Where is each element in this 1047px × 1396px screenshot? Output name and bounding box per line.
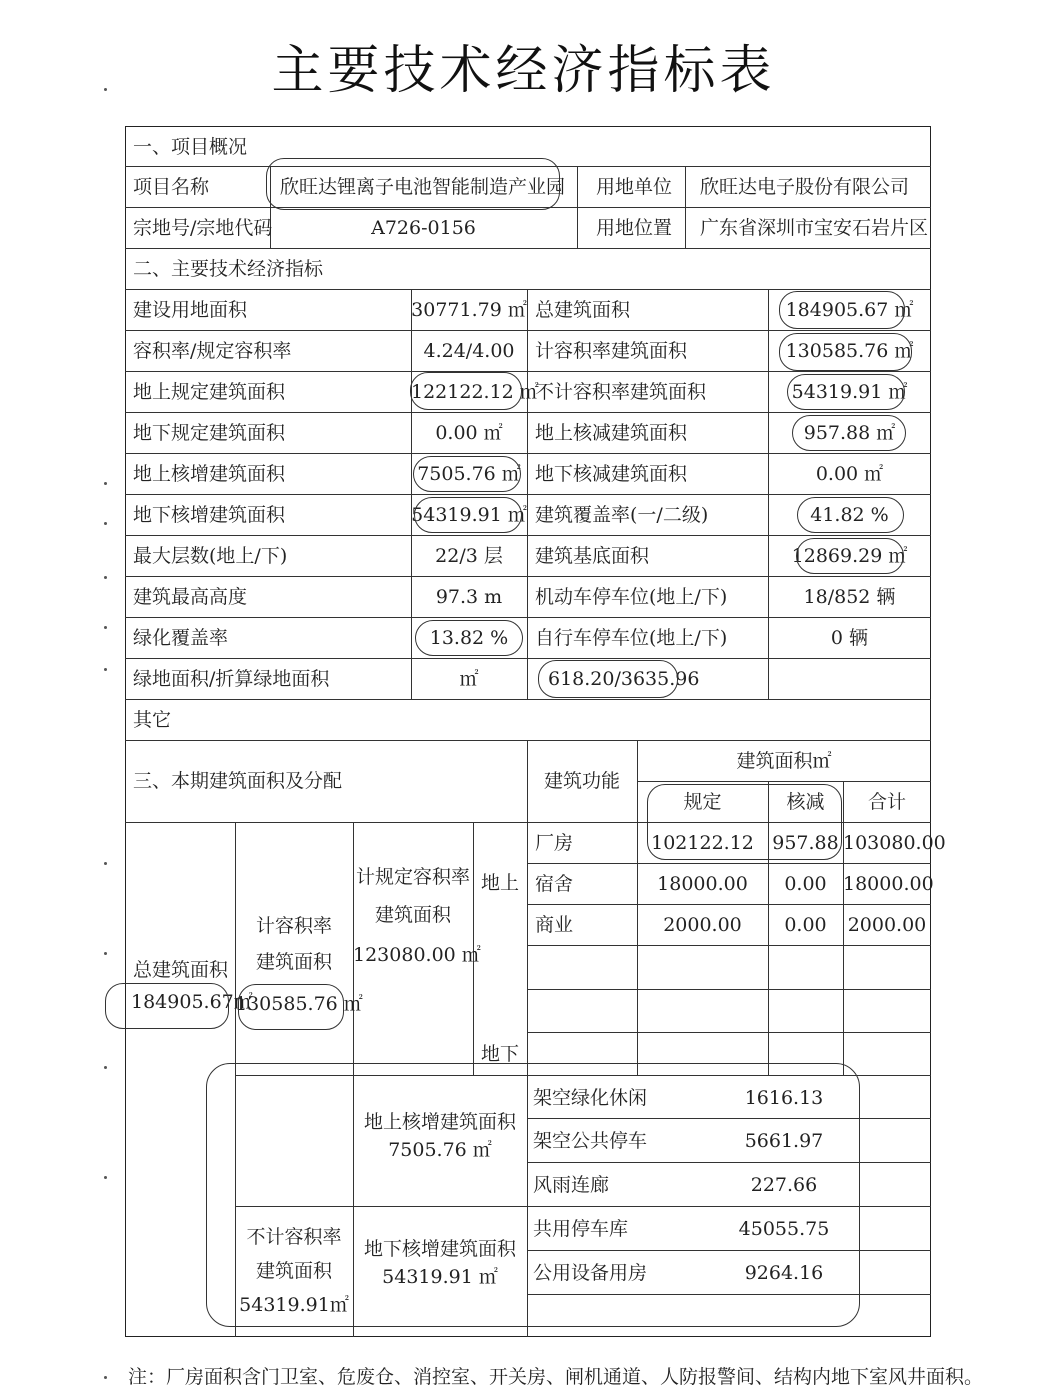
- indicator-value: 12869.29 ㎡: [791, 545, 908, 567]
- section2-header: 二、主要技术经济指标: [133, 258, 324, 280]
- indicator-value: 4.24/4.00: [423, 340, 515, 362]
- revision-cloud: [797, 497, 904, 533]
- revision-cloud: [647, 784, 842, 860]
- indicator-value: 0.00 ㎡: [435, 422, 503, 444]
- revision-cloud: [779, 291, 905, 329]
- margin-dot: [104, 522, 107, 525]
- addition-name: 公用设备用房: [533, 1262, 648, 1284]
- margin-dot: [104, 1066, 107, 1069]
- margin-dot: [104, 1376, 107, 1379]
- use-planned: 18000.00: [657, 873, 748, 895]
- use-total: 103080.00: [843, 832, 946, 854]
- section3-header: 三、本期建筑面积及分配: [133, 770, 343, 792]
- total-area-label: 总建筑面积: [133, 959, 229, 981]
- indicator-label: 建设用地面积: [133, 299, 248, 321]
- project-name-value: 欣旺达锂离子电池智能制造产业园: [280, 176, 566, 198]
- indicator-value: 0 辆: [830, 627, 869, 649]
- location-label: 用地位置: [596, 217, 673, 239]
- parcel-label: 宗地号/宗地代码: [133, 217, 273, 239]
- margin-dot: [104, 482, 107, 485]
- margin-dot: [104, 952, 107, 955]
- planned-far-label-1: 计规定容积率: [355, 866, 470, 888]
- addition-value: 5661.97: [744, 1130, 824, 1152]
- indicator-value: 7505.76 ㎡: [417, 463, 521, 485]
- parcel-value: A726-0156: [371, 217, 476, 239]
- addition-value: 227.66: [750, 1174, 818, 1196]
- revision-cloud: [105, 983, 229, 1029]
- indicator-label: 地上规定建筑面积: [133, 381, 286, 403]
- use-reduced: 0.00: [784, 873, 827, 895]
- use-total: 18000.00: [843, 873, 934, 895]
- indicator-label: 地上核减建筑面积: [535, 422, 688, 444]
- indicator-value: 184905.67 ㎡: [785, 299, 914, 321]
- revision-cloud: [787, 374, 905, 410]
- indicator-label: 地下规定建筑面积: [133, 422, 286, 444]
- margin-dot: [104, 576, 107, 579]
- planned-far-value: 123080.00 ㎡: [353, 944, 481, 966]
- use-reduced: 957.88: [772, 832, 839, 854]
- indicator-label: 建筑基底面积: [535, 545, 650, 567]
- other-label: 其它: [133, 709, 172, 731]
- addition-name: 架空公共停车: [533, 1130, 648, 1152]
- planned-far-label-2: 建筑面积: [374, 904, 451, 926]
- nonfar-label-2: 建筑面积: [255, 1260, 332, 1282]
- land-unit-value: 欣旺达电子股份有限公司: [700, 176, 910, 198]
- revision-cloud: [792, 415, 906, 451]
- indicator-label: 最大层数(地上/下): [133, 545, 288, 567]
- addition-value: 1616.13: [744, 1087, 824, 1109]
- use-name: 宿舍: [535, 873, 574, 895]
- indicator-label: 总建筑面积: [535, 299, 631, 321]
- addition-name: 共用停车库: [533, 1218, 629, 1240]
- revision-cloud: [779, 333, 912, 371]
- use-name: 商业: [535, 914, 574, 936]
- indicator-label: 建筑覆盖率(一/二级): [535, 504, 709, 526]
- indicator-label: 绿地面积/折算绿地面积: [133, 668, 330, 690]
- indicator-value: 18/852 辆: [803, 586, 896, 608]
- function-label: 建筑功能: [543, 770, 620, 792]
- indicator-label: 不计容积率建筑面积: [535, 381, 707, 403]
- indicator-value: 54319.91 ㎡: [411, 504, 527, 526]
- use-reduced: 0.00: [784, 914, 827, 936]
- use-planned: 102122.12: [651, 832, 754, 854]
- above-ground-label: 地上: [480, 872, 519, 894]
- page-title: 主要技术经济指标表: [271, 41, 776, 101]
- indicator-value: 54319.91 ㎡: [791, 381, 908, 403]
- indicator-value: 13.82 %: [429, 627, 509, 649]
- far-area-value: 130585.76 ㎡: [235, 993, 363, 1015]
- below-add-value: 54319.91 ㎡: [382, 1266, 498, 1288]
- indicator-label: 计容积率建筑面积: [535, 340, 688, 362]
- use-name: 厂房: [535, 832, 574, 854]
- indicator-value: 41.82 %: [810, 504, 889, 526]
- revision-cloud: [796, 538, 904, 574]
- indicator-label: 机动车停车位(地上/下): [535, 586, 728, 608]
- land-unit-label: 用地单位: [596, 176, 673, 198]
- indicator-value: 0.00 ㎡: [815, 463, 884, 485]
- green-area-value: 618.20/3635.96: [548, 668, 700, 690]
- addition-name: 风雨连廊: [533, 1174, 610, 1196]
- indicator-label: 地下核减建筑面积: [535, 463, 688, 485]
- indicator-label: 地下核增建筑面积: [133, 504, 286, 526]
- margin-dot: [104, 668, 107, 671]
- revision-cloud: [410, 372, 522, 410]
- revision-cloud: [206, 1063, 860, 1327]
- indicator-label: 自行车停车位(地上/下): [535, 627, 728, 649]
- indicator-value: 957.88 ㎡: [803, 422, 896, 444]
- revision-cloud: [413, 456, 521, 492]
- far-area-label-2: 建筑面积: [255, 951, 332, 973]
- revision-cloud: [414, 497, 522, 533]
- indicator-value: 22/3 层: [435, 545, 503, 567]
- total-area-value: 184905.67㎡: [131, 991, 253, 1013]
- use-planned: 2000.00: [663, 914, 742, 936]
- nonfar-label-1: 不计容积率: [246, 1226, 342, 1248]
- far-area-label-1: 计容积率: [255, 915, 332, 937]
- below-ground-label: 地下: [480, 1043, 519, 1065]
- project-name-label: 项目名称: [133, 176, 210, 198]
- location-value: 广东省深圳市宝安石岩片区: [700, 217, 929, 239]
- footnote: 注：厂房面积含门卫室、危废仓、消控室、开关房、闸机通道、人防报警间、结构内地下室风井面积。: [128, 1366, 984, 1388]
- revision-cloud: [538, 660, 678, 698]
- indicator-label: 绿化覆盖率: [133, 627, 229, 649]
- nonfar-value: 54319.91㎡: [239, 1294, 349, 1316]
- below-add-label: 地下核增建筑面积: [363, 1238, 516, 1260]
- revision-cloud: [238, 984, 344, 1030]
- margin-dot: [104, 1176, 107, 1179]
- indicator-value: 130585.76 ㎡: [785, 340, 914, 362]
- use-total: 2000.00: [847, 914, 927, 936]
- addition-name: 架空绿化休闲: [533, 1087, 648, 1109]
- addition-value: 9264.16: [744, 1262, 824, 1284]
- revision-cloud: [266, 158, 560, 210]
- margin-dot: [104, 88, 107, 91]
- addition-value: 45055.75: [738, 1218, 830, 1240]
- indicator-label: 地上核增建筑面积: [133, 463, 286, 485]
- above-add-value: 7505.76 ㎡: [388, 1139, 492, 1161]
- above-add-label: 地上核增建筑面积: [363, 1111, 516, 1133]
- col-total: 合计: [867, 791, 906, 813]
- indicator-value: 30771.79 ㎡: [411, 299, 527, 321]
- col-planned: 规定: [683, 791, 722, 813]
- indicator-value: 97.3 m: [435, 586, 503, 608]
- col-reduced: 核减: [786, 791, 825, 813]
- section1-header: 一、项目概况: [133, 136, 248, 158]
- margin-dot: [104, 862, 107, 865]
- revision-cloud: [415, 620, 523, 656]
- indicator-label: 建筑最高高度: [133, 586, 248, 608]
- indicator-label: 容积率/规定容积率: [133, 340, 292, 362]
- area-label: 建筑面积㎡: [736, 750, 832, 772]
- margin-dot: [104, 626, 107, 629]
- indicator-value: 122122.12 ㎡: [411, 381, 539, 403]
- indicator-value: ㎡: [459, 668, 479, 690]
